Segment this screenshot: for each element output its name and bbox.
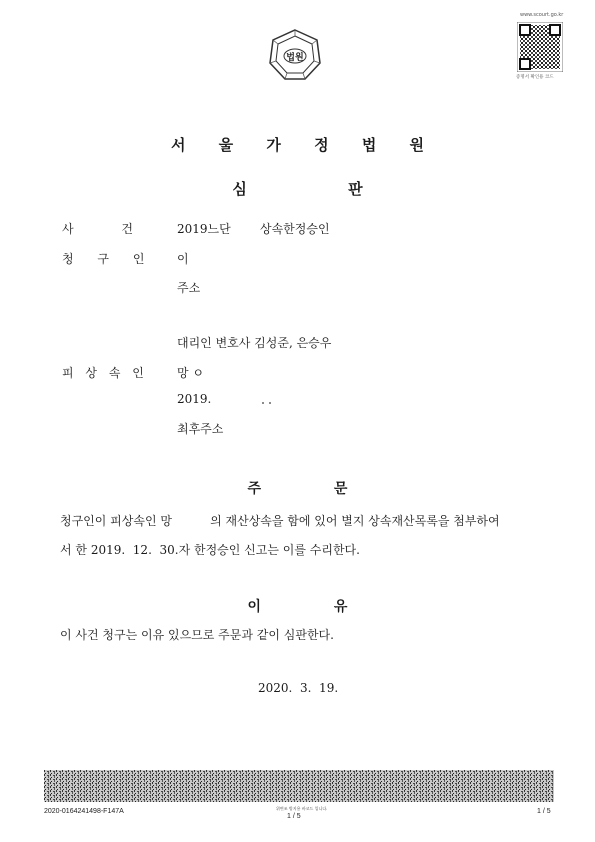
- qr-caption: 증명서 확인용 코드: [516, 75, 554, 80]
- qr-code-icon: [517, 22, 563, 72]
- decision-date: 2020. 3. 19.: [258, 681, 339, 695]
- site-url: www.scourt.go.kr: [520, 12, 564, 18]
- court-name: 서 울 가 정 법 원: [170, 136, 439, 154]
- barcode-note: 위변조 방지용 바코드 입니다.: [276, 806, 328, 811]
- claimant-label: 청 구 인: [62, 252, 155, 266]
- order-line-2: 서 한 2019. 12. 30.자 한정승인 신고는 이를 수리한다.: [60, 543, 360, 557]
- order-heading: [0, 478, 595, 498]
- anti-forgery-barcode: [44, 770, 554, 802]
- case-number: 2019느단: [177, 222, 231, 236]
- document-type: [0, 178, 595, 199]
- redaction-mark: [262, 402, 264, 404]
- reason-heading: [0, 596, 595, 616]
- reason-text: 이 사건 청구는 이유 있으므로 주문과 같이 심판한다.: [60, 628, 334, 642]
- case-label: 사 건: [62, 222, 155, 236]
- redaction-mark: [269, 402, 271, 404]
- claimant-address: 주소: [177, 281, 201, 295]
- claimant-name: 이: [177, 252, 189, 266]
- order-heading-text: 주 문: [247, 481, 382, 497]
- attorney: 대리인 변호사 김성준, 은승우: [177, 336, 332, 350]
- page-number-right: 1 / 5: [537, 808, 551, 815]
- page-number-center: 1 / 5: [287, 813, 301, 820]
- reason-heading-text: 이 유: [247, 599, 382, 615]
- case-title: 상속한정승인: [260, 222, 330, 236]
- order-line-1: 청구인이 피상속인 망 의 재산상속을 함에 있어 별지 상속재산목록을 첨부하여: [60, 514, 500, 528]
- deceased-date: 2019.: [177, 392, 212, 406]
- deceased-address: 최후주소: [177, 422, 224, 436]
- seal-text: 법원: [286, 53, 304, 63]
- deceased-name: 망 ㅇ: [177, 366, 204, 380]
- document-type-text: 심 판: [232, 180, 411, 198]
- deceased-label: 피 상 속 인: [62, 366, 148, 380]
- doc-code: 2020-0164241498-F147A: [44, 808, 124, 815]
